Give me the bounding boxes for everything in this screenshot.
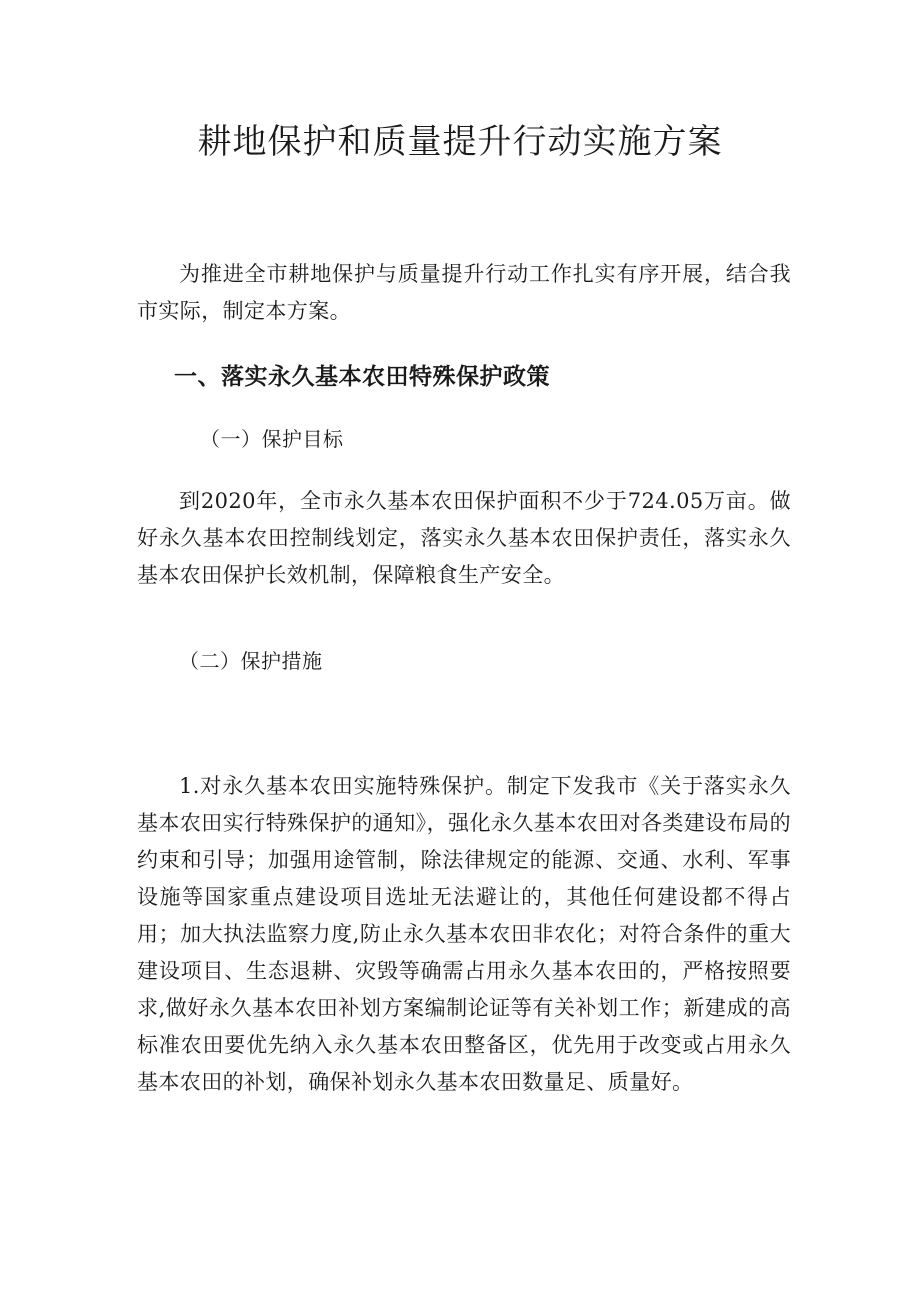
section-heading: 一、落实永久基本农田特殊保护政策 bbox=[174, 364, 550, 390]
goal-paragraph: 到2020年，全市永久基本农田保护面积不少于724.05万亩。做好永久基本农田控制线划定，落实永久基本农田保护责任，落实永久基本农田保护长效机制，保障粮食生产安全。 bbox=[137, 489, 791, 587]
measure-item-paragraph: 1.对永久基本农田实施特殊保护。制定下发我市《关于落实永久基本农田实行特殊保护的通知》，强化永久基本农田对各类建设布局的约束和引导；加强用途管制，除法律规定的能源、交通、水利、军事设施等国家重点建设项目选址无法避让的，其他任何建设都不得占用；加大执法监察力度,防止永久基本农田非农化；对符合条件的重大建设项目、生态退耕、灾毁等确需占用永久基本农田的，严格按照要求,做好永久基本农田补划方案编制论证等有关补划工作；新建成的高标准农田要优先纳入永久基本农田整备区，优先用于改变或占用永久基本农田的补划，确保补划永久基本农田数量足、质量好。 bbox=[137, 774, 791, 1094]
subsection-heading-goal: （一）保护目标 bbox=[200, 427, 344, 451]
intro-paragraph: 为推进全市耕地保护与质量提升行动工作扎实有序开展，结合我市实际，制定本方案。 bbox=[137, 262, 791, 323]
subsection-heading-measures: （二）保护措施 bbox=[179, 649, 323, 673]
document-title: 耕地保护和质量提升行动实施方案 bbox=[197, 122, 723, 162]
